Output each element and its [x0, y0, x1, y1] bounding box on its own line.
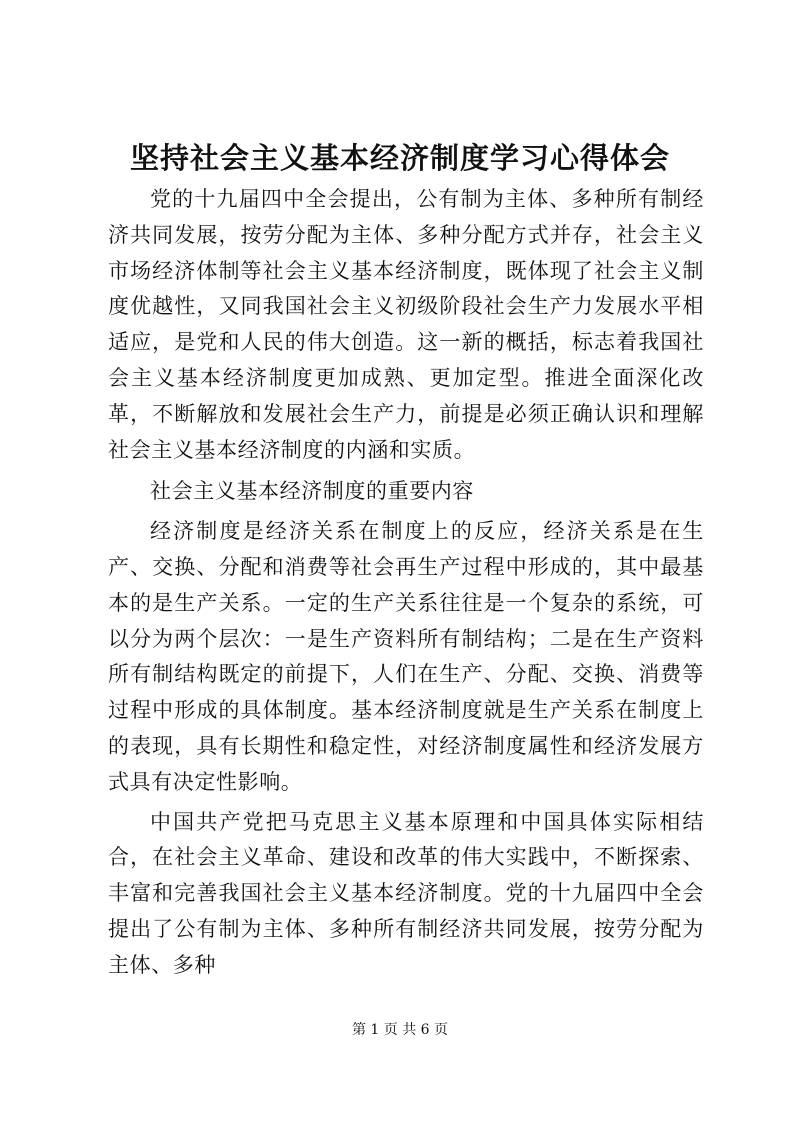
paragraph-economic-system: 经济制度是经济关系在制度上的反应，经济关系是在生产、交换、分配和消费等社会再生产过程中形成的，其中最基本的是生产关系。一定的生产关系往往是一个复杂的系统，可以分为两个层次：一是生产资料所有制结构；二是在生产资料所有制结构既定的前提下，人们在生产、分配、交换、消费等过程中形成的具体制度。基本经济制度就是生产关系在制度上的表现，具有长期性和稳定性，对经济制度属性和经济发展方式具有决定性影响。 — [108, 519, 704, 794]
section-heading: 社会主义基本经济制度的重要内容 — [150, 479, 474, 504]
document-body — [108, 182, 704, 984]
page-footer: 第 1 页 共 6 页 — [351, 1022, 449, 1038]
document-title: 坚持社会主义基本经济制度学习心得体会 — [129, 141, 670, 175]
paragraph-intro: 党的十九届四中全会提出，公有制为主体、多种所有制经济共同发展，按劳分配为主体、多种分配方式并存，社会主义市场经济体制等社会主义基本经济制度，既体现了社会主义制度优越性，又同我国社会主义初级阶段社会生产力发展水平相适应，是党和人民的伟大创造。这一新的概括，标志着我国社会主义基本经济制度更加成熟、更加定型。推进全面深化改革，不断解放和发展社会生产力，前提是必须正确认识和理解社会主义基本经济制度的内涵和实质。 — [108, 187, 704, 462]
paragraph-party-practice: 中国共产党把马克思主义基本原理和中国具体实际相结合，在社会主义革命、建设和改革的伟大实践中，不断探索、丰富和完善我国社会主义基本经济制度。党的十九届四中全会提出了公有制为主体、多种所有制经济共同发展，按劳分配为主体、多种 — [108, 809, 704, 977]
